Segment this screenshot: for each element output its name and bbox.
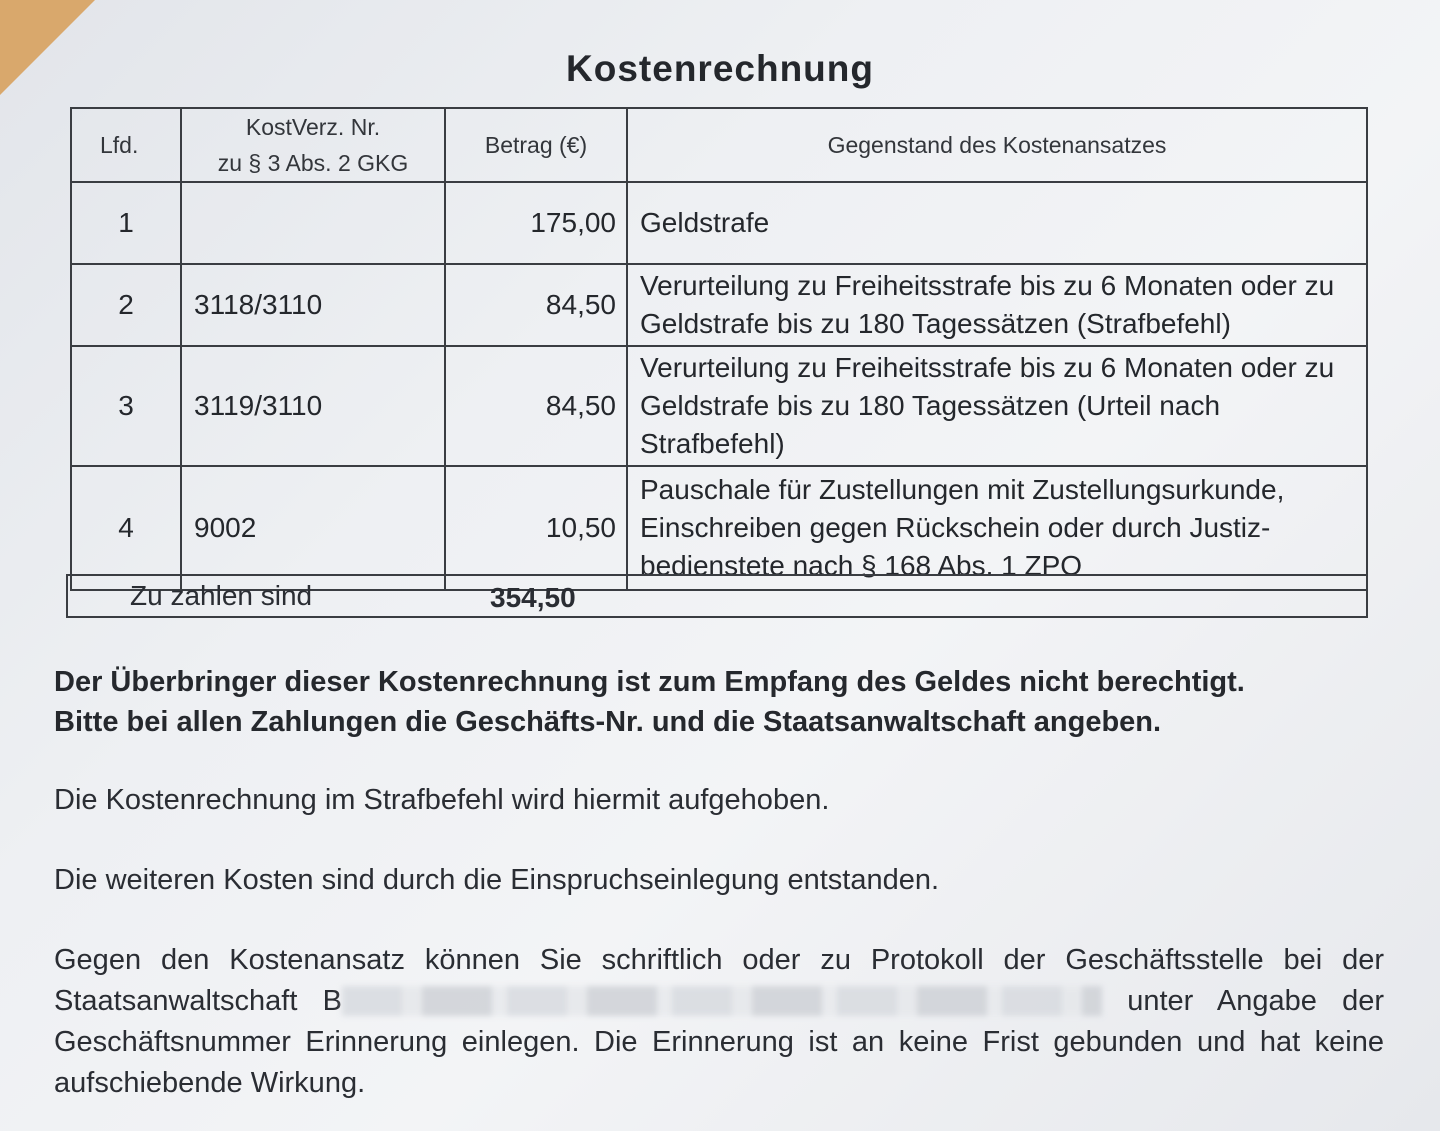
table-row xyxy=(71,346,1367,466)
header-kostverz xyxy=(181,108,445,182)
cell-lfd: 2 xyxy=(71,264,181,346)
paragraph-objection xyxy=(54,940,1384,1104)
paragraph-costs-origin: Die weiteren Kosten sind durch die Einspruchseinlegung entstanden. xyxy=(54,864,940,896)
cell-betrag: 84,50 xyxy=(445,264,627,346)
cell-kostverz: 3118/3110 xyxy=(181,264,445,346)
header-kostverz-line2: zu § 3 Abs. 2 GKG xyxy=(217,150,409,176)
cell-betrag: 84,50 xyxy=(445,346,627,466)
cell-gegenstand: Geldstrafe xyxy=(627,182,1367,264)
header-betrag: Betrag (€) xyxy=(445,108,627,182)
document-title: Kostenrechnung xyxy=(566,48,874,89)
notice-line-2: Bitte bei allen Zahlungen die Geschäfts-Nr. und die Staatsanwaltschaft angeben. xyxy=(54,706,1162,738)
objection-text-part2: unter Angabe der Geschäftsnummer Erinnerung einlegen. Die Erinnerung ist an keine Frist gebunden und hat keine aufschiebende Wirkung. xyxy=(54,985,1384,1099)
cell-betrag: 10,50 xyxy=(445,466,627,590)
payment-notice xyxy=(54,662,1394,742)
cell-lfd: 3 xyxy=(71,346,181,466)
objection-text-part1: Gegen den Kostenansatz können Sie schriftlich oder zu Protokoll der Geschäftsstelle bei der Staatsanwaltschaft B xyxy=(54,944,1384,1017)
cell-kostverz xyxy=(181,182,445,264)
cell-kostverz: 3119/3110 xyxy=(181,346,445,466)
table-row xyxy=(71,264,1367,346)
table-row xyxy=(71,182,1367,264)
header-gegenstand: Gegenstand des Kostenansatzes xyxy=(627,108,1367,182)
cell-kostverz: 9002 xyxy=(181,466,445,590)
total-value: 354,50 xyxy=(490,582,576,613)
cell-gegenstand: Verurteilung zu Freiheitsstrafe bis zu 6 Monaten oder zu Geldstrafe bis zu 180 Tagessätzen (Strafbefehl) xyxy=(627,264,1367,346)
total-label: Zu zahlen sind xyxy=(130,580,313,611)
table-header-row xyxy=(71,108,1367,182)
cell-lfd: 1 xyxy=(71,182,181,264)
total-row xyxy=(66,574,1368,618)
table-row xyxy=(71,466,1367,590)
cost-table xyxy=(70,107,1368,591)
cell-gegenstand: Pauschale für Zustellungen mit Zustellungsurkunde, Einschreiben gegen Rückschein oder durch Justiz-bedienstete nach § 168 Abs. 1 ZPO xyxy=(627,466,1367,590)
cell-betrag: 175,00 xyxy=(445,182,627,264)
cell-gegenstand: Verurteilung zu Freiheitsstrafe bis zu 6 Monaten oder zu Geldstrafe bis zu 180 Tagessätzen (Urteil nach Strafbefehl) xyxy=(627,346,1367,466)
header-lfd: Lfd. xyxy=(71,108,181,182)
header-kostverz-line1: KostVerz. Nr. xyxy=(245,114,381,140)
notice-line-1: Der Überbringer dieser Kostenrechnung ist zum Empfang des Geldes nicht berechtigt. xyxy=(54,666,1245,698)
paragraph-cancellation: Die Kostenrechnung im Strafbefehl wird hiermit aufgehoben. xyxy=(54,784,830,816)
cell-lfd: 4 xyxy=(71,466,181,590)
redacted-address xyxy=(342,986,1102,1016)
